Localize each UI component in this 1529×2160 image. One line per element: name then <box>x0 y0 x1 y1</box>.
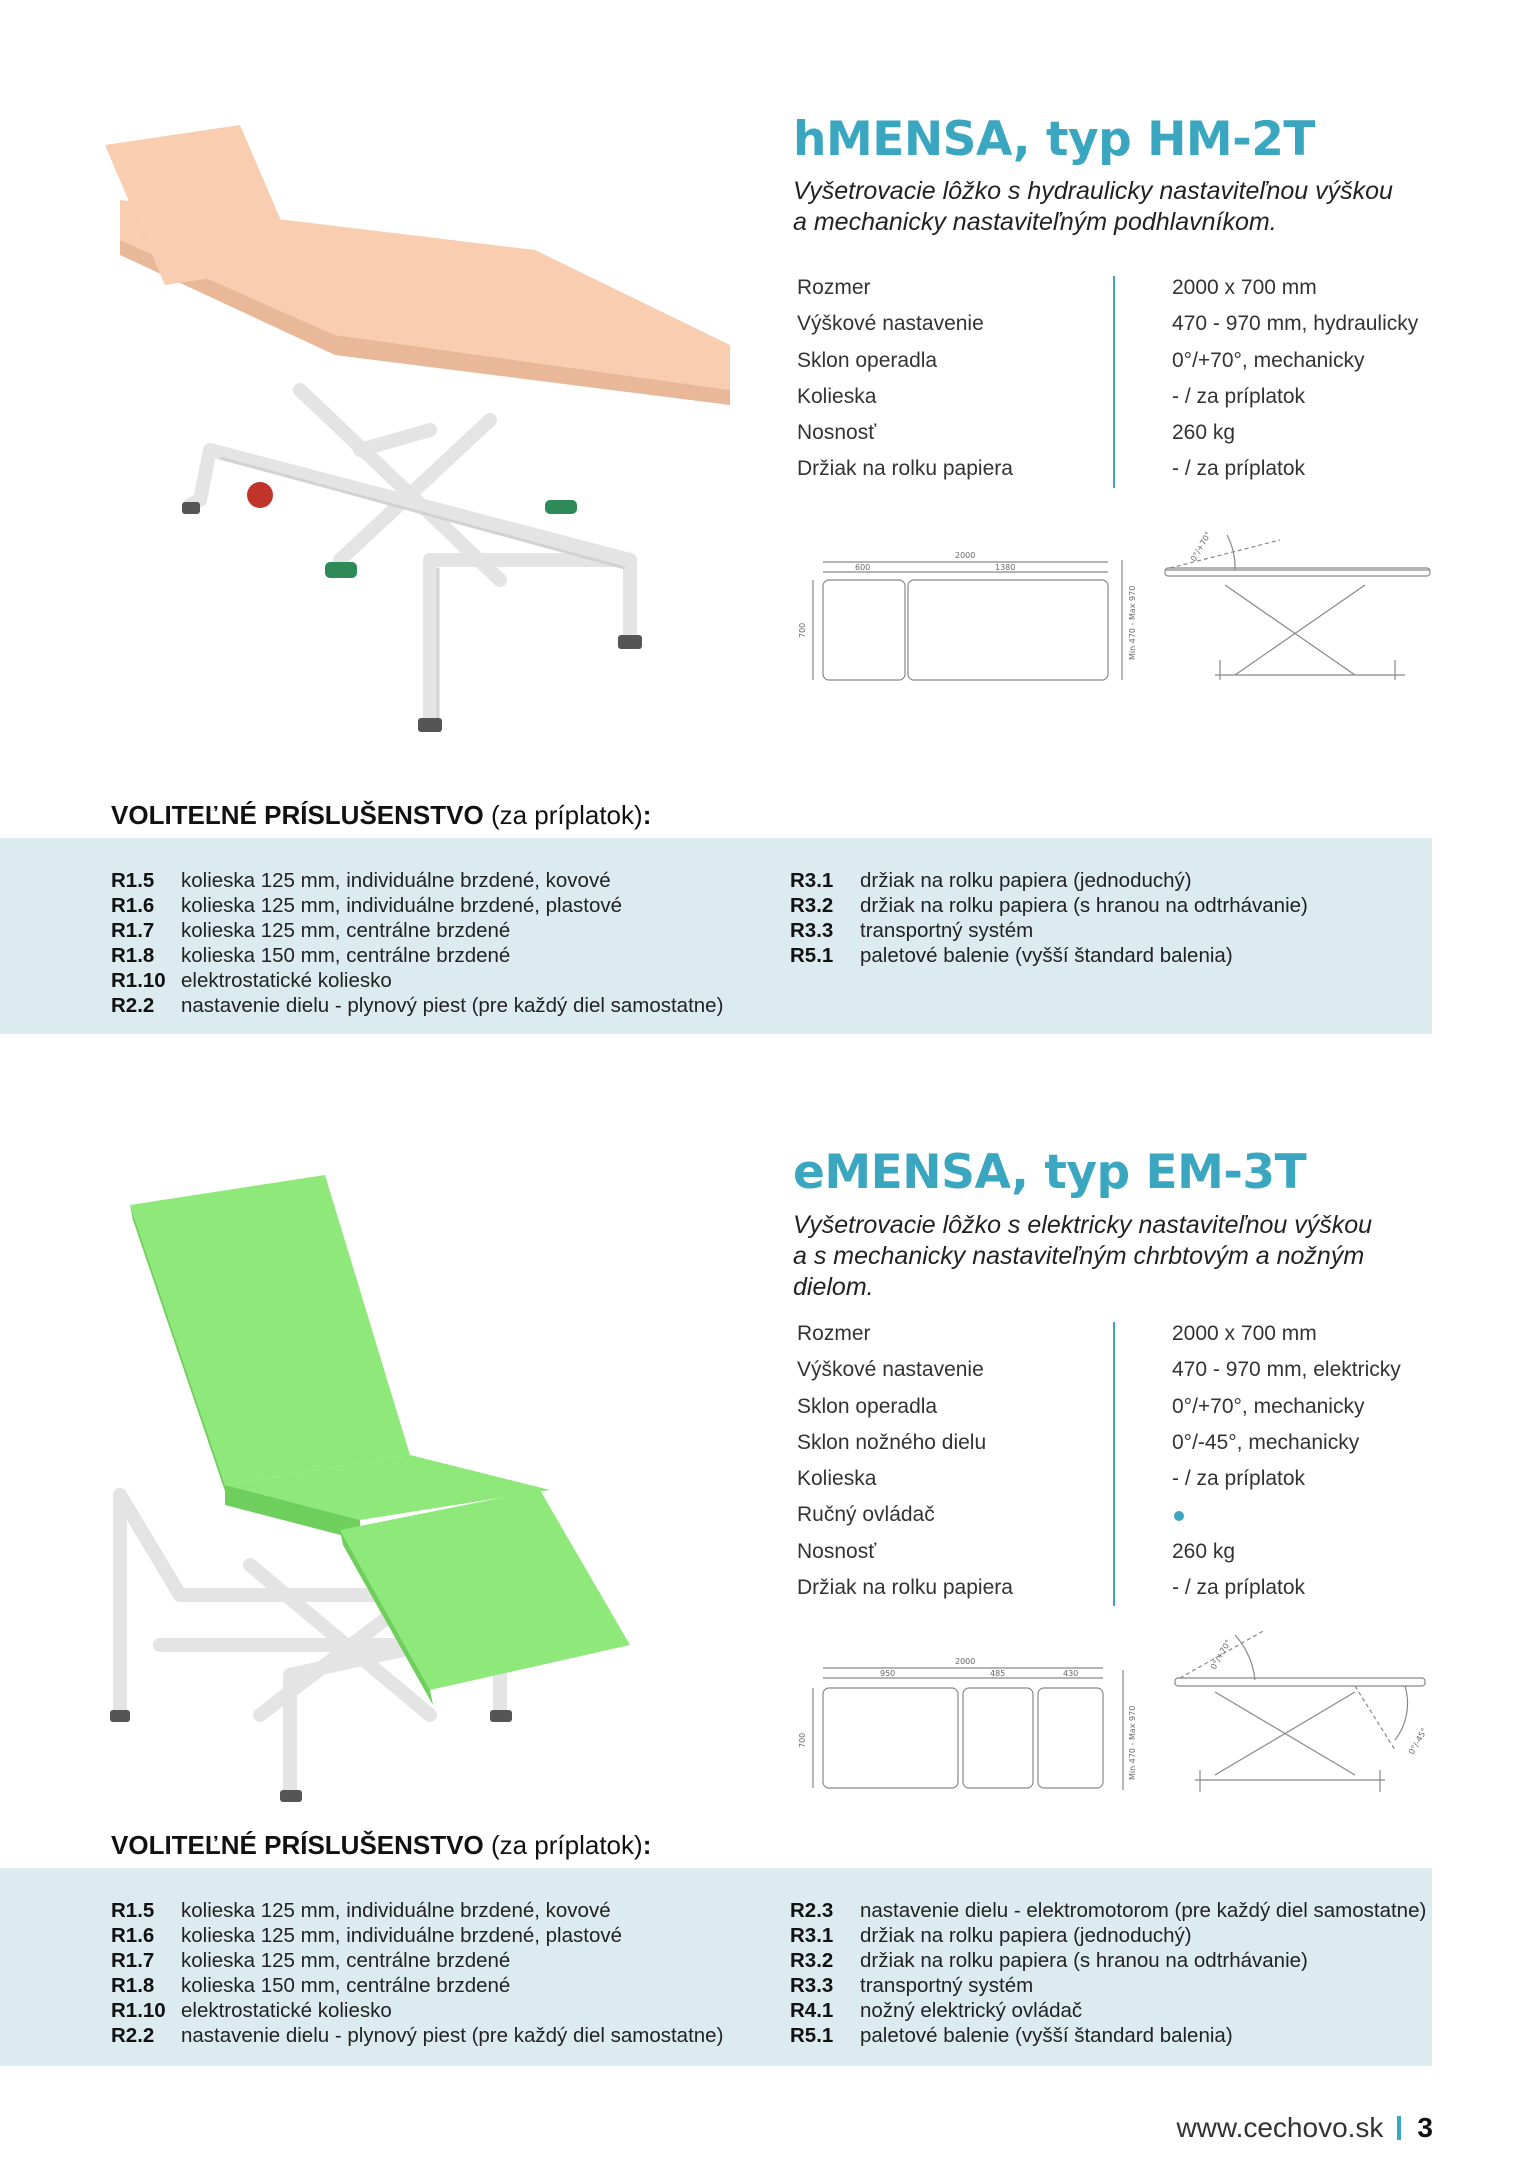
spec-row: Držiak na rolku papiera - / za príplatok <box>797 457 1306 481</box>
spec-row: Výškové nastavenie 470 - 970 mm, elektricky <box>797 1358 1401 1382</box>
footer-url-link[interactable]: www.cechovo.sk <box>1176 2112 1384 2143</box>
spec-row: Držiak na rolku papiera - / za príplatok <box>797 1576 1306 1600</box>
spec-row: Sklon operadla 0°/+70°, mechanicky <box>797 348 1365 372</box>
product-title: hMENSA, typ HM-2T <box>793 112 1315 167</box>
product-hmensa <box>0 0 1529 1040</box>
spec-row: Nosnosť 260 kg <box>797 421 1236 445</box>
svg-text:600: 600 <box>855 563 871 572</box>
svg-text:950: 950 <box>880 1669 896 1678</box>
included-dot-icon <box>1174 1511 1184 1521</box>
accessories-heading: VOLITEĽNÉ PRÍSLUŠENSTVO (za príplatok): <box>111 800 652 830</box>
svg-text:0°/+70°: 0°/+70° <box>1208 1638 1234 1671</box>
spec-row: Nosnosť 260 kg <box>797 1539 1236 1563</box>
svg-text:0°/+70°: 0°/+70° <box>1188 530 1214 563</box>
svg-text:700: 700 <box>798 622 807 638</box>
svg-text:0°/-45°: 0°/-45° <box>1406 1726 1430 1756</box>
spec-table <box>797 1316 1457 1606</box>
accessories-box: R1.5 kolieska 125 mm, individuálne brzdené, kovové R1.6 kolieska 125 mm, individuálne brzdené, plastové R1.7 kolieska 125 mm, centrálne brzdené R1.8 kolieska 150 mm, centrálne brzdené R1.10 elektrostatické koliesko R2.2 nastavenie dielu - plynový piest (pre každý diel samostatne) R3.1 držiak na rolku papiera (jednoduchý) R3.2 držiak na rolku papiera (s hranou na odtrhávanie) R3.3 transportný systém R5.1 paletové balenie (vyšší štandard balenia) <box>0 838 1432 1034</box>
product-title: eMENSA, typ EM-3T <box>793 1145 1307 1200</box>
svg-text:430: 430 <box>1063 1669 1079 1678</box>
bed-hm2t-illustration <box>100 120 750 760</box>
product-subtitle: Vyšetrovacie lôžko s elektricky nastaviteľnou výškou a s mechanicky nastaviteľným chrbtovým a nožným dielom. <box>793 1211 1373 1301</box>
svg-text:Min 470 - Max 970: Min 470 - Max 970 <box>1128 585 1137 660</box>
spec-row: Rozmer 2000 x 700 mm <box>797 276 1317 299</box>
foot-rear <box>618 635 642 649</box>
product-subtitle: Vyšetrovacie lôžko s hydraulicky nastaviteľnou výškou a mechanicky nastaviteľným podhlavníkom. <box>793 177 1393 236</box>
product-emensa <box>0 1040 1529 2120</box>
svg-text:2000: 2000 <box>955 551 976 560</box>
spec-row: Rozmer 2000 x 700 mm <box>797 1322 1317 1345</box>
svg-text:Min 470 - Max 970: Min 470 - Max 970 <box>1128 1705 1137 1780</box>
spec-row: Ručný ovládač <box>797 1497 1457 1533</box>
spec-row: Kolieska - / za príplatok <box>797 1467 1306 1491</box>
pump-pedal-red <box>247 482 273 508</box>
spec-table <box>797 270 1457 488</box>
page-footer <box>1176 2112 1433 2144</box>
technical-drawing-em3t <box>795 1630 1435 1820</box>
foot-rear <box>490 1710 512 1722</box>
accessories-box: R1.5 kolieska 125 mm, individuálne brzdené, kovové R1.6 kolieska 125 mm, individuálne brzdené, plastové R1.7 kolieska 125 mm, centrálne brzdené R1.8 kolieska 150 mm, centrálne brzdené R1.10 elektrostatické koliesko R2.2 nastavenie dielu - plynový piest (pre každý diel samostatne) R2.3 nastavenie dielu - elektromotorom (pre každý diel samostatne) R3.1 držiak na rolku papiera (jednoduchý) R3.2 držiak na rolku papiera (s hranou na odtrhávanie) R3.3 transportný systém R4.1 nožný elektrický ovládač R5.1 paletové balenie (vyšší štandard balenia) <box>0 1868 1432 2066</box>
svg-text:2000: 2000 <box>955 1657 976 1666</box>
spec-row: Sklon nožného dielu 0°/-45°, mechanicky <box>797 1430 1360 1454</box>
footer-separator <box>1397 2116 1401 2140</box>
technical-drawing-hm2t <box>795 520 1435 695</box>
svg-text:1380: 1380 <box>995 563 1016 572</box>
foot-front <box>418 718 442 732</box>
svg-text:485: 485 <box>990 1669 1006 1678</box>
accessories-heading: VOLITEĽNÉ PRÍSLUŠENSTVO (za príplatok): <box>111 1830 652 1860</box>
page-number: 3 <box>1417 2112 1433 2143</box>
foot-front <box>280 1790 302 1802</box>
svg-text:700: 700 <box>798 1732 807 1748</box>
spec-row: Výškové nastavenie 470 - 970 mm, hydraulicky <box>797 312 1419 336</box>
bed-em3t-illustration <box>100 1155 660 1845</box>
spec-row: Sklon operadla 0°/+70°, mechanicky <box>797 1394 1365 1418</box>
spec-row: Kolieska - / za príplatok <box>797 384 1306 408</box>
brake-pedal-green <box>325 562 357 578</box>
